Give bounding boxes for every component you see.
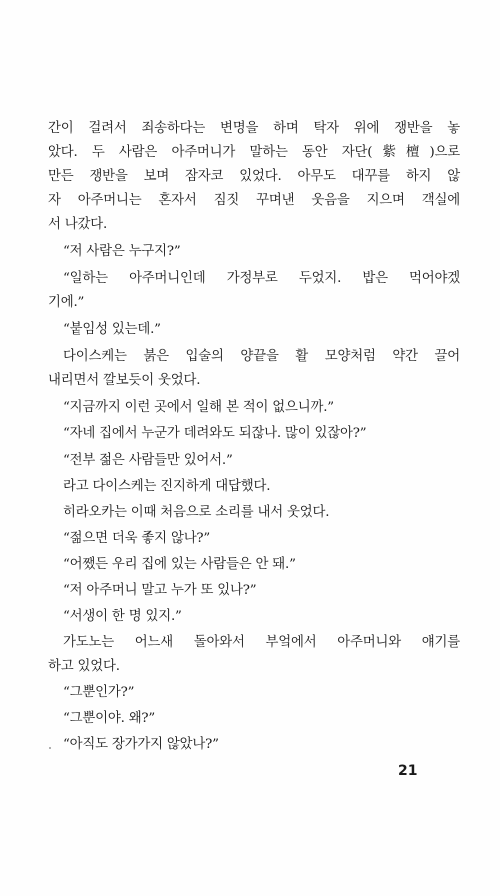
text-line: “지금까지 이런 곳에서 일해 본 적이 없으니까.” [63,400,334,415]
text-line: 라고 다이스케는 진지하게 대답했다. [63,479,271,494]
text-line: “그뿐인가?” [63,685,135,700]
text-line: 기에.” [48,295,85,310]
page-number: 21 [398,763,418,779]
text-line: “저 사람은 누구지?” [63,244,181,259]
text-line: 간이 걸려서 죄송하다는 변명을 하며 탁자 위에 쟁반을 놓 [48,121,460,136]
text-line: 자 아주머니는 혼자서 짐짓 꾸며낸 웃음을 지으며 객실에 [48,193,460,208]
text-line: “서생이 한 명 있지.” [63,609,182,624]
text-line: “아직도 장가가지 않았나?” [63,737,219,752]
text-line: “전부 젊은 사람들만 있어서.” [63,453,233,468]
text-line: 가도노는 어느새 돌아와서 부엌에서 아주머니와 얘기를 [63,635,460,650]
text-line: “그뿐이야. 왜?” [63,711,156,726]
text-line: “어쨌든 우리 집에 있는 사람들은 안 돼.” [63,557,296,572]
text-line: 만든 쟁반을 보며 잠자코 있었다. 아무도 대꾸를 하지 않 [48,169,460,184]
text-line: 내리면서 깔보듯이 웃었다. [48,373,201,388]
text-line: “자네 집에서 누군가 데려와도 되잖나. 많이 있잖아?” [63,426,367,441]
text-line: “붙임성 있는데.” [63,322,161,337]
text-line: 았다. 두 사람은 아주머니가 말하는 동안 자단(紫檀)으로 [48,145,460,160]
text-line: “젊으면 더욱 좋지 않나?” [63,531,211,546]
text-line: 히라오카는 이때 처음으로 소리를 내서 웃었다. [63,505,330,520]
text-line: 서 나갔다. [48,217,108,232]
text-line: 하고 있었다. [48,659,120,674]
text-line: 다이스케는 붉은 입술의 양끝을 활 모양처럼 약간 끌어 [63,349,460,364]
text-line: “일하는 아주머니인데 가정부로 두었지. 밥은 먹어야겠 [63,271,460,286]
page-speck [49,747,51,749]
text-line: “저 아주머니 말고 누가 또 있나?” [63,583,257,598]
